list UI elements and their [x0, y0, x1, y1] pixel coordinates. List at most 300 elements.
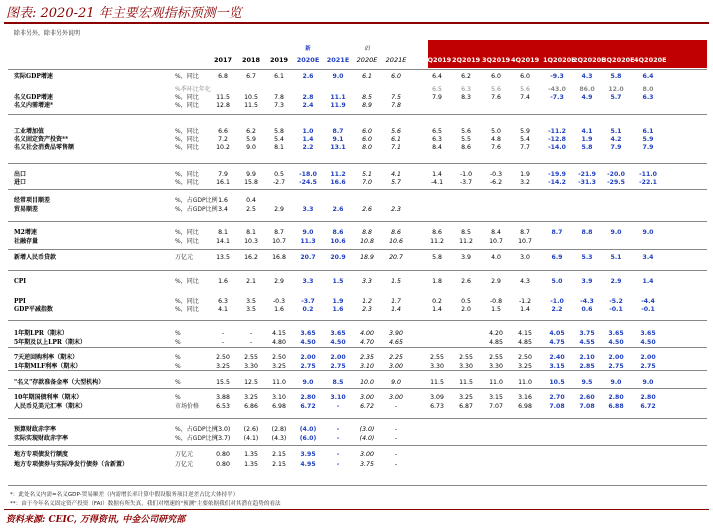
row-unit: % [175, 339, 181, 346]
quarter-cell: 2.0 [461, 306, 471, 313]
quarter-cell: 3.9 [461, 254, 471, 261]
row-unit: %，占GDP比例 [175, 197, 218, 204]
footnote-1: *：此处名义内需=名义GDP-贸易顺差（内需增长率计算中假设服务项目逆差占比大体持平） [10, 492, 239, 498]
quarter-cell: 1.9 [520, 171, 530, 178]
row-label: 社融存量 [14, 238, 39, 245]
annual-cell: - [394, 461, 398, 468]
quarter-cell: 8.8 [581, 229, 593, 236]
quarter-cell: 3.15 [549, 363, 565, 370]
quarter-cell: 5.7 [610, 94, 622, 101]
annual-cell: 7.1 [391, 144, 401, 151]
quarter-cell: 4.2 [610, 136, 622, 143]
quarter-cell: 6.4 [642, 73, 654, 80]
quarter-cell: 5.1 [610, 128, 622, 135]
quarter-cell: -3.7 [459, 179, 473, 186]
row-unit: % [175, 354, 181, 361]
quarter-cell: 3.25 [518, 363, 532, 370]
quarter-cell: -21.9 [578, 171, 596, 178]
annual-cell: 11.1 [330, 94, 346, 101]
row-unit: %，同比 [175, 179, 199, 186]
quarter-cell: 2.85 [579, 363, 595, 370]
quarter-cell: 3.9 [581, 278, 593, 285]
quarter-cell: 5.9 [520, 128, 530, 135]
annual-cell: 15.8 [244, 179, 258, 186]
quarter-cell: 4.05 [549, 330, 565, 337]
quarter-cell: 0.2 [432, 298, 442, 305]
table-row [0, 338, 713, 347]
annual-cell: 0.5 [274, 171, 284, 178]
quarter-cell: 1.8 [432, 278, 442, 285]
annual-cell: 2.00 [330, 354, 346, 361]
quarter-cell: 4.85 [489, 339, 503, 346]
quarter-cell: 11.5 [430, 379, 444, 386]
row-unit: %，同比 [175, 73, 199, 80]
quarter-cell: 5.1 [610, 254, 622, 261]
col-header-quarter: 4Q2020E [634, 56, 667, 64]
annual-cell: 6.7 [246, 73, 256, 80]
quarter-cell: 4.15 [518, 330, 532, 337]
row-unit: % [175, 330, 181, 337]
col-header-annual: 2019 [269, 56, 289, 64]
annual-cell: 5.4 [274, 136, 284, 143]
annual-cell: 11.9 [330, 102, 346, 109]
quarter-cell: -14.2 [548, 179, 566, 186]
annual-cell: 2.2 [302, 144, 314, 151]
annual-cell: 9.9 [246, 171, 256, 178]
annual-cell: 8.7 [274, 229, 284, 236]
annual-cell: 10.6 [389, 238, 403, 245]
annual-cell: 8.9 [362, 102, 372, 109]
row-divider [8, 270, 707, 271]
annual-cell: 14.1 [216, 238, 230, 245]
annual-cell: 4.50 [300, 339, 316, 346]
annual-cell: 10.2 [216, 144, 230, 151]
annual-cell: 9.0 [391, 379, 401, 386]
annual-cell: 7.5 [391, 94, 401, 101]
quarter-cell: 8.0 [642, 86, 654, 93]
row-unit: %季环比年化 [175, 86, 211, 93]
quarter-cell: 11.2 [459, 238, 473, 245]
quarter-cell: 6.5 [432, 128, 442, 135]
col-header-sup: 新 [305, 46, 311, 52]
annual-cell: (3.0) [215, 426, 231, 433]
row-unit: 市场价格 [175, 403, 200, 410]
annual-cell: 12.8 [216, 102, 230, 109]
quarter-cell: 11.0 [489, 379, 503, 386]
quarter-cell: 6.72 [640, 403, 656, 410]
quarter-cell: 2.80 [640, 394, 656, 401]
source-divider [4, 509, 709, 510]
quarter-cell: 8.6 [432, 229, 442, 236]
quarter-cell: 1.4 [520, 306, 530, 313]
annual-cell: 5.6 [391, 128, 401, 135]
annual-cell: 3.10 [272, 394, 286, 401]
quarter-cell: 4.3 [520, 278, 530, 285]
quarter-cell: 7.9 [642, 144, 654, 151]
annual-cell: - [336, 435, 340, 442]
annual-cell: -3.7 [301, 298, 315, 305]
quarter-cell: 2.80 [608, 394, 624, 401]
table-row [0, 285, 713, 294]
title-underline [4, 22, 709, 24]
annual-cell: 20.9 [330, 254, 346, 261]
annual-cell: 6.1 [274, 73, 284, 80]
row-divider [8, 418, 707, 419]
annual-cell: 2.35 [360, 354, 374, 361]
annual-cell: 3.88 [216, 394, 230, 401]
annual-cell: 3.00 [360, 394, 374, 401]
annual-cell: (4.0) [299, 426, 317, 433]
annual-cell: 20.7 [300, 254, 316, 261]
annual-cell: 6.0 [362, 128, 372, 135]
annual-cell: 9.1 [332, 136, 344, 143]
col-header-quarter: 2Q2019 [452, 56, 481, 64]
annual-cell: 3.00 [389, 394, 403, 401]
row-label: CPI [14, 278, 27, 285]
annual-cell: 3.4 [218, 206, 228, 213]
quarter-cell: 6.1 [642, 128, 654, 135]
annual-cell: 5.8 [274, 128, 284, 135]
quarter-cell: 9.0 [642, 379, 654, 386]
quarter-cell: 5.3 [581, 254, 593, 261]
quarter-cell: 5.6 [491, 86, 501, 93]
quarter-cell: -0.1 [641, 306, 655, 313]
quarter-cell: 6.73 [430, 403, 444, 410]
quarter-cell: 4.55 [579, 339, 595, 346]
annual-cell: 6.53 [216, 403, 230, 410]
quarter-cell: 1.9 [581, 136, 593, 143]
annual-cell: 9.0 [246, 144, 256, 151]
unit-note: 除非另外，除非另外说明 [14, 30, 81, 37]
quarter-cell: -12.8 [548, 136, 566, 143]
quarter-cell: 9.0 [610, 229, 622, 236]
annual-cell: 6.1 [362, 73, 372, 80]
annual-cell: 2.5 [246, 206, 256, 213]
quarter-cell: -0.8 [489, 298, 503, 305]
annual-cell: 4.00 [360, 330, 374, 337]
annual-cell: 4.70 [360, 339, 374, 346]
col-header-quarter: 4Q2019 [511, 56, 540, 64]
annual-cell: 2.15 [272, 451, 286, 458]
annual-cell: 3.25 [272, 363, 286, 370]
annual-cell: 6.72 [300, 403, 316, 410]
quarter-cell: 2.55 [430, 354, 444, 361]
row-divider [8, 445, 707, 446]
annual-cell: 4.65 [389, 339, 403, 346]
annual-cell: 2.15 [272, 461, 286, 468]
row-label: "名义"存款准备金率（大型机构） [14, 379, 105, 386]
quarter-cell: 2.60 [579, 394, 595, 401]
row-label: 名义内需增速* [14, 102, 54, 109]
annual-cell: 2.3 [362, 306, 372, 313]
quarter-cell: -4.3 [580, 298, 594, 305]
row-label: 名义社会消费品零售额 [14, 144, 75, 151]
annual-cell: (2.8) [271, 426, 287, 433]
quarter-cell: 5.5 [461, 136, 471, 143]
quarter-cell: 10.7 [489, 238, 503, 245]
quarter-cell: 8.3 [461, 94, 471, 101]
col-header-quarter: 1Q2020E [543, 56, 576, 64]
quarter-cell: 5.6 [461, 128, 471, 135]
table-row [0, 143, 713, 152]
table-row [0, 196, 713, 205]
row-unit: %，同比 [175, 144, 199, 151]
annual-cell: 3.25 [216, 363, 230, 370]
quarter-cell: 2.70 [549, 394, 565, 401]
table-row [0, 205, 713, 214]
quarter-cell: -0.1 [609, 306, 623, 313]
annual-cell: 3.00 [389, 363, 403, 370]
quarter-cell: 2.75 [608, 363, 624, 370]
row-label: 实际实现财政赤字率 [14, 435, 69, 442]
quarter-cell: -43.0 [548, 86, 566, 93]
quarter-cell: -7.3 [550, 94, 564, 101]
annual-cell: -18.0 [299, 171, 317, 178]
table-row [0, 393, 713, 402]
quarter-cell: 4.50 [640, 339, 656, 346]
annual-cell: 1.9 [332, 298, 344, 305]
annual-cell: 1.0 [302, 128, 314, 135]
quarter-cell: 9.5 [581, 379, 593, 386]
annual-cell: 3.3 [302, 278, 314, 285]
annual-cell: 11.5 [244, 102, 258, 109]
row-unit: %，同比 [175, 278, 199, 285]
col-header-quarter: 2Q2020E [573, 56, 606, 64]
annual-cell: 11.5 [216, 94, 230, 101]
col-header-annual: 2018 [241, 56, 261, 64]
col-header-annual: 2021E [385, 56, 407, 64]
annual-cell: 1.2 [362, 298, 372, 305]
annual-cell: 9.0 [332, 73, 344, 80]
annual-cell: 2.6 [302, 73, 314, 80]
annual-cell: 3.5 [246, 298, 256, 305]
annual-cell: 2.9 [274, 206, 284, 213]
quarter-cell: 8.7 [520, 229, 530, 236]
annual-cell: 7.8 [274, 94, 284, 101]
annual-cell: 0.4 [246, 197, 256, 204]
annual-cell: 6.0 [391, 73, 401, 80]
annual-cell: 1.5 [332, 278, 344, 285]
quarter-cell: 9.0 [642, 229, 654, 236]
annual-cell: 18.9 [360, 254, 374, 261]
quarter-cell: 1.4 [432, 171, 442, 178]
quarter-cell: 5.0 [491, 128, 501, 135]
quarter-cell: -11.0 [639, 171, 657, 178]
quarter-cell: -5.2 [609, 298, 623, 305]
annual-cell: 1.7 [391, 298, 401, 305]
annual-cell: 8.0 [362, 144, 372, 151]
row-divider [8, 485, 707, 486]
quarter-cell: 4.75 [549, 339, 565, 346]
annual-cell: 7.0 [362, 179, 372, 186]
quarter-cell: 3.4 [642, 254, 654, 261]
quarter-cell: -11.2 [548, 128, 566, 135]
row-label: 名义固定资产投资** [14, 136, 69, 143]
col-header-quarter: 1Q2019 [423, 56, 452, 64]
annual-cell: 6.72 [360, 403, 374, 410]
row-unit: %，同比 [175, 136, 199, 143]
quarter-cell: 8.6 [461, 144, 471, 151]
quarter-cell: 1.4 [432, 306, 442, 313]
quarter-cell: 7.7 [520, 144, 530, 151]
row-label: 人民币兑美元汇率（期末） [14, 403, 87, 410]
annual-cell: 3.65 [300, 330, 316, 337]
row-unit: % [175, 394, 181, 401]
row-divider [8, 388, 707, 389]
row-label: 新增人民币贷款 [14, 254, 57, 261]
quarter-cell: 3.16 [518, 394, 532, 401]
row-unit: %，同比 [175, 171, 199, 178]
annual-cell: 4.50 [330, 339, 346, 346]
quarter-cell: 2.55 [489, 354, 503, 361]
annual-cell: 10.3 [244, 238, 258, 245]
annual-cell: (3.0) [359, 426, 375, 433]
quarter-cell: 10.5 [549, 379, 565, 386]
annual-cell: 2.75 [330, 363, 346, 370]
row-label: GDP平减指数 [14, 306, 53, 313]
annual-cell: 3.65 [330, 330, 346, 337]
annual-cell: 6.8 [218, 73, 228, 80]
annual-cell: 4.1 [218, 306, 228, 313]
quarter-cell: -9.3 [550, 73, 564, 80]
annual-cell: 4.1 [391, 171, 401, 178]
annual-cell: 4.80 [272, 339, 286, 346]
quarter-cell: 11.2 [430, 238, 444, 245]
annual-cell: 6.3 [218, 298, 228, 305]
annual-cell: 2.25 [389, 354, 403, 361]
annual-cell: (3.7) [215, 435, 231, 442]
col-header-annual: 2020E [356, 56, 378, 64]
col-header-quarter: 3Q2020E [602, 56, 635, 64]
annual-cell: 8.1 [246, 229, 256, 236]
row-label: M2增速 [14, 229, 37, 236]
annual-cell: 2.6 [362, 206, 372, 213]
quarter-cell: 7.08 [549, 403, 565, 410]
table-row [0, 402, 713, 411]
row-unit: %，同比 [175, 94, 199, 101]
annual-cell: - [394, 451, 398, 458]
quarter-cell: 4.9 [581, 94, 593, 101]
quarter-cell: 5.0 [551, 278, 563, 285]
annual-cell: 3.30 [244, 363, 258, 370]
row-label: 名义GDP增速 [14, 94, 53, 101]
annual-cell: 0.2 [302, 306, 314, 313]
annual-cell: 2.50 [216, 354, 230, 361]
col-header-annual: 2021E [326, 56, 350, 64]
quarter-cell: 8.4 [432, 144, 442, 151]
row-label: 工业增加值 [14, 128, 45, 135]
footnote-2: **：由于今年名义固定资产投资（FAI）数据有所失真，我们对增速的"预测"主要依据我们对其潜在趋势的看法 [10, 501, 281, 507]
annual-cell: 15.5 [216, 379, 230, 386]
table-row [0, 329, 713, 338]
annual-cell: 1.4 [391, 306, 401, 313]
col-header-annual: 2017 [213, 56, 233, 64]
quarter-cell: -1.0 [459, 171, 473, 178]
quarter-cell: 6.87 [459, 403, 473, 410]
quarter-cell: 3.65 [608, 330, 624, 337]
annual-cell: 5.9 [246, 136, 256, 143]
annual-cell: 5.1 [362, 171, 372, 178]
quarter-cell: 5.9 [642, 136, 654, 143]
annual-cell: 16.6 [330, 179, 346, 186]
annual-cell: 2.50 [272, 354, 286, 361]
quarter-cell: 11.5 [459, 379, 473, 386]
quarter-cell: 3.30 [430, 363, 444, 370]
quarter-cell: 2.2 [551, 306, 563, 313]
annual-cell: 2.55 [244, 354, 258, 361]
row-divider [8, 347, 707, 348]
table-row [0, 101, 713, 110]
quarter-cell: -1.0 [550, 298, 564, 305]
annual-cell: 8.7 [332, 128, 344, 135]
annual-cell: 8.6 [332, 229, 344, 236]
col-header-annual: 2020E [296, 56, 320, 64]
annual-cell: 10.5 [244, 94, 258, 101]
annual-cell: 2.80 [300, 394, 316, 401]
quarter-cell: 6.4 [432, 73, 442, 80]
quarter-cell: 3.75 [579, 330, 595, 337]
annual-cell: 2.4 [302, 102, 314, 109]
annual-cell: 9.0 [302, 379, 314, 386]
annual-cell: (4.1) [243, 435, 259, 442]
quarter-cell: 1.5 [491, 306, 501, 313]
quarter-cell: 5.4 [520, 136, 530, 143]
annual-cell: -24.5 [299, 179, 317, 186]
quarter-cell: 4.1 [581, 128, 593, 135]
source-note: 资料来源: CEIC, 万得资讯, 中金公司研究部 [6, 515, 186, 525]
annual-cell: 3.00 [360, 451, 374, 458]
table-row [0, 178, 713, 187]
quarter-cell: -19.9 [548, 171, 566, 178]
annual-cell: (4.0) [359, 435, 375, 442]
quarter-cell: 86.0 [579, 86, 595, 93]
annual-cell: 5.7 [391, 179, 401, 186]
quarter-cell: 5.6 [520, 86, 530, 93]
table-row [0, 353, 713, 362]
row-divider [8, 189, 707, 190]
quarter-cell: 2.9 [610, 278, 622, 285]
row-label: 10年期国债利率（期末） [14, 394, 83, 401]
row-unit: %，占GDP比例 [175, 435, 218, 442]
quarter-cell: 7.6 [491, 94, 501, 101]
quarter-cell: -0.3 [489, 171, 503, 178]
annual-cell: -0.3 [272, 298, 286, 305]
annual-cell: 1.6 [332, 306, 344, 313]
quarter-cell: -14.0 [548, 144, 566, 151]
row-unit: %，占GDP比例 [175, 426, 218, 433]
annual-cell: 10.8 [360, 238, 374, 245]
table-row [0, 434, 713, 443]
row-unit: 万亿元 [175, 254, 194, 261]
row-label: 地方专项债券与实际净发行债券（含新置） [14, 461, 129, 468]
quarter-cell: 12.0 [608, 86, 624, 93]
annual-cell: 8.5 [362, 94, 372, 101]
quarter-cell: 6.3 [432, 136, 442, 143]
quarter-cell: 0.6 [581, 306, 593, 313]
row-label: 贸易顺差 [14, 206, 39, 213]
annual-cell: 3.10 [360, 363, 374, 370]
quarter-cell: -29.5 [607, 179, 625, 186]
quarter-cell: 6.5 [432, 86, 442, 93]
quarter-cell: 2.6 [461, 278, 471, 285]
table-row [0, 450, 713, 459]
annual-cell: 0.80 [216, 461, 230, 468]
table-row [0, 237, 713, 246]
annual-cell: 1.35 [244, 451, 258, 458]
quarter-cell: 8.4 [491, 229, 501, 236]
row-unit: %，同比 [175, 229, 199, 236]
table-row [0, 253, 713, 262]
